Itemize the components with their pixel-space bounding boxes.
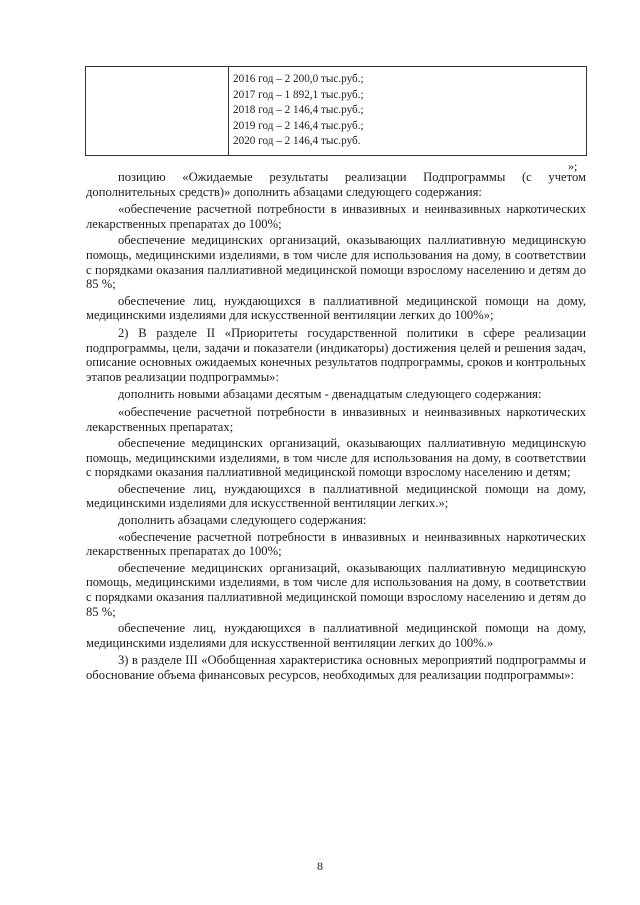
paragraph: обеспечение лиц, нуждающихся в паллиативной медицинской помощи на дому, медицинскими изделиями для искусственной вентиляции легких.»; (86, 481, 586, 511)
paragraph: обеспечение медицинских организаций, оказывающих паллиативную медицинскую помощь, медицинскими изделиями, в том числе для использования на дому, в соответствии с порядками оказания паллиативной медицинской помощи взрослому населению и детям; (86, 436, 586, 480)
table-closing-quote: »; (568, 159, 578, 173)
paragraph: 3) в разделе III «Обобщенная характеристика основных мероприятий подпрограммы и обоснование объема финансовых ресурсов, необходимых для реализации подпрограммы»: (86, 653, 586, 682)
table-row: 2020 год – 2 146,4 тыс.руб. (233, 135, 361, 148)
page-number: 8 (317, 859, 323, 873)
paragraph: 2) В разделе II «Приоритеты государственной политики в сфере реализации подпрограммы, цели, задачи и показатели (индикаторы) достижения целей и решения задач, описание основных ожидаемых конечных результатов подпрограммы, сроков и контрольных этапов реализации подпрограммы»: (86, 325, 586, 384)
paragraph: обеспечение лиц, нуждающихся в паллиативной медицинской помощи на дому, медицинскими изделиями для искусственной вентиляции легких до 100%.» (86, 621, 586, 650)
table-row: 2017 год – 1 892,1 тыс.руб.; (233, 88, 364, 101)
table-row: 2019 год – 2 146,4 тыс.руб.; (233, 119, 364, 132)
paragraph: обеспечение лиц, нуждающихся в паллиативной медицинской помощи на дому, медицинскими изделиями для искусственной вентиляции легких до 100%»; (86, 293, 586, 323)
paragraph: позицию «Ожидаемые результаты реализации Подпрограммы (с учетом дополнительных средств)» дополнить абзацами следующего содержания: (86, 170, 586, 199)
paragraph: обеспечение медицинских организаций, оказывающих паллиативную медицинскую помощь, медицинскими изделиями, в том числе для использования на дому, в соответствии с порядками оказания паллиативной медицинской помощи взрослому населению и детям до 85 %; (86, 233, 586, 292)
paragraph: «обеспечение расчетной потребности в инвазивных и неинвазивных наркотических лекарственных препаратах до 100%; (86, 529, 586, 559)
paragraph: дополнить абзацами следующего содержания: (118, 513, 367, 528)
table-values-cell (229, 67, 586, 155)
paragraph: обеспечение медицинских организаций, оказывающих паллиативную медицинскую помощь, медицинскими изделиями, в том числе для использования на дому, в соответствии с порядками оказания паллиативной медицинской помощи взрослому населению и детям до 85 %; (86, 560, 586, 619)
paragraph: «обеспечение расчетной потребности в инвазивных и неинвазивных наркотических лекарственных препаратах до 100%; (86, 202, 586, 231)
table-row: 2018 год – 2 146,4 тыс.руб.; (233, 104, 364, 117)
paragraph: «обеспечение расчетной потребности в инвазивных и неинвазивных наркотических лекарственных препаратах; (86, 404, 586, 434)
funding-table (85, 66, 587, 156)
document-body (86, 170, 586, 686)
table-row: 2016 год – 2 200,0 тыс.руб.; (233, 73, 364, 85)
table-empty-cell (86, 67, 229, 155)
paragraph: дополнить новыми абзацами десятым - двенадцатым следующего содержания: (118, 387, 542, 402)
